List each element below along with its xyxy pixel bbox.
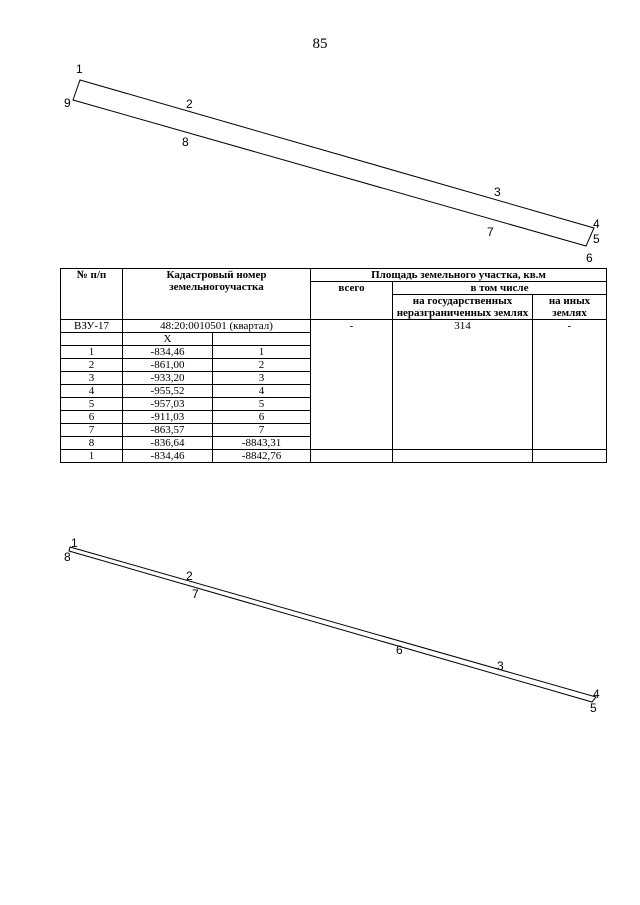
row-num: 7 [61, 424, 123, 437]
area-state: 314 [393, 320, 533, 450]
parcel-outline-1 [73, 80, 594, 246]
x-header: X [123, 333, 213, 346]
point-label: 6 [586, 251, 593, 265]
row-x: -861,00 [123, 359, 213, 372]
row-x: -911,03 [123, 411, 213, 424]
point-label: 7 [192, 587, 199, 601]
row-y: 7 [213, 424, 311, 437]
point-label: 9 [64, 96, 71, 110]
row-num: 6 [61, 411, 123, 424]
header-total: всего [311, 282, 393, 320]
header-area: Площадь земельного участка, кв.м [311, 269, 607, 282]
point-label: 2 [186, 569, 193, 583]
row-x: -834,46 [123, 450, 213, 463]
header-other-lands: на иных землях [533, 295, 607, 320]
parcel-id: ВЗУ-17 [61, 320, 123, 333]
row-num: 4 [61, 385, 123, 398]
row-num: 8 [61, 437, 123, 450]
point-label: 3 [497, 659, 504, 673]
table-row [61, 450, 607, 463]
row-y: -8842,76 [213, 450, 311, 463]
row-x: -836,64 [123, 437, 213, 450]
parcel-cadastral-number: 48:20:0010501 (квартал) [123, 320, 311, 333]
area-other: - [533, 320, 607, 450]
row-x: -957,03 [123, 398, 213, 411]
row-y: 6 [213, 411, 311, 424]
point-label: 4 [593, 687, 600, 701]
row-num: 2 [61, 359, 123, 372]
point-label: 8 [64, 550, 71, 564]
header-including: в том числе [393, 282, 607, 295]
table-cell [61, 333, 123, 346]
table-cell [311, 450, 393, 463]
table-cell [393, 450, 533, 463]
point-label: 1 [76, 62, 83, 76]
parcel-outline-2 [69, 547, 596, 702]
point-label: 4 [593, 217, 600, 231]
point-label: 5 [590, 701, 597, 715]
table-cell [533, 450, 607, 463]
area-total: - [311, 320, 393, 450]
row-y: 4 [213, 385, 311, 398]
point-label: 2 [186, 97, 193, 111]
header-state-lands: на государственных неразграниченных землях [393, 295, 533, 320]
row-x: -955,52 [123, 385, 213, 398]
row-num: 3 [61, 372, 123, 385]
page-number: 85 [312, 36, 328, 52]
point-label: 6 [396, 643, 403, 657]
row-num: 1 [61, 346, 123, 359]
row-num: 5 [61, 398, 123, 411]
coordinates-table [60, 268, 607, 463]
row-y: 5 [213, 398, 311, 411]
row-x: -834,46 [123, 346, 213, 359]
point-label: 1 [71, 536, 78, 550]
point-label: 5 [593, 232, 600, 246]
parcel-plan-2 [0, 530, 640, 720]
header-num: № п/п [61, 269, 123, 320]
row-x: -863,57 [123, 424, 213, 437]
point-label: 8 [182, 135, 189, 149]
parcel-plan-1 [0, 0, 640, 268]
row-y: 2 [213, 359, 311, 372]
row-y: 1 [213, 346, 311, 359]
point-label: 3 [494, 185, 501, 199]
row-y: -8843,31 [213, 437, 311, 450]
point-label: 7 [487, 225, 494, 239]
table-cell [213, 333, 311, 346]
row-y: 3 [213, 372, 311, 385]
row-x: -933,20 [123, 372, 213, 385]
header-cadastral: Кадастровый номер земельногоучастка [123, 269, 311, 320]
row-num: 1 [61, 450, 123, 463]
